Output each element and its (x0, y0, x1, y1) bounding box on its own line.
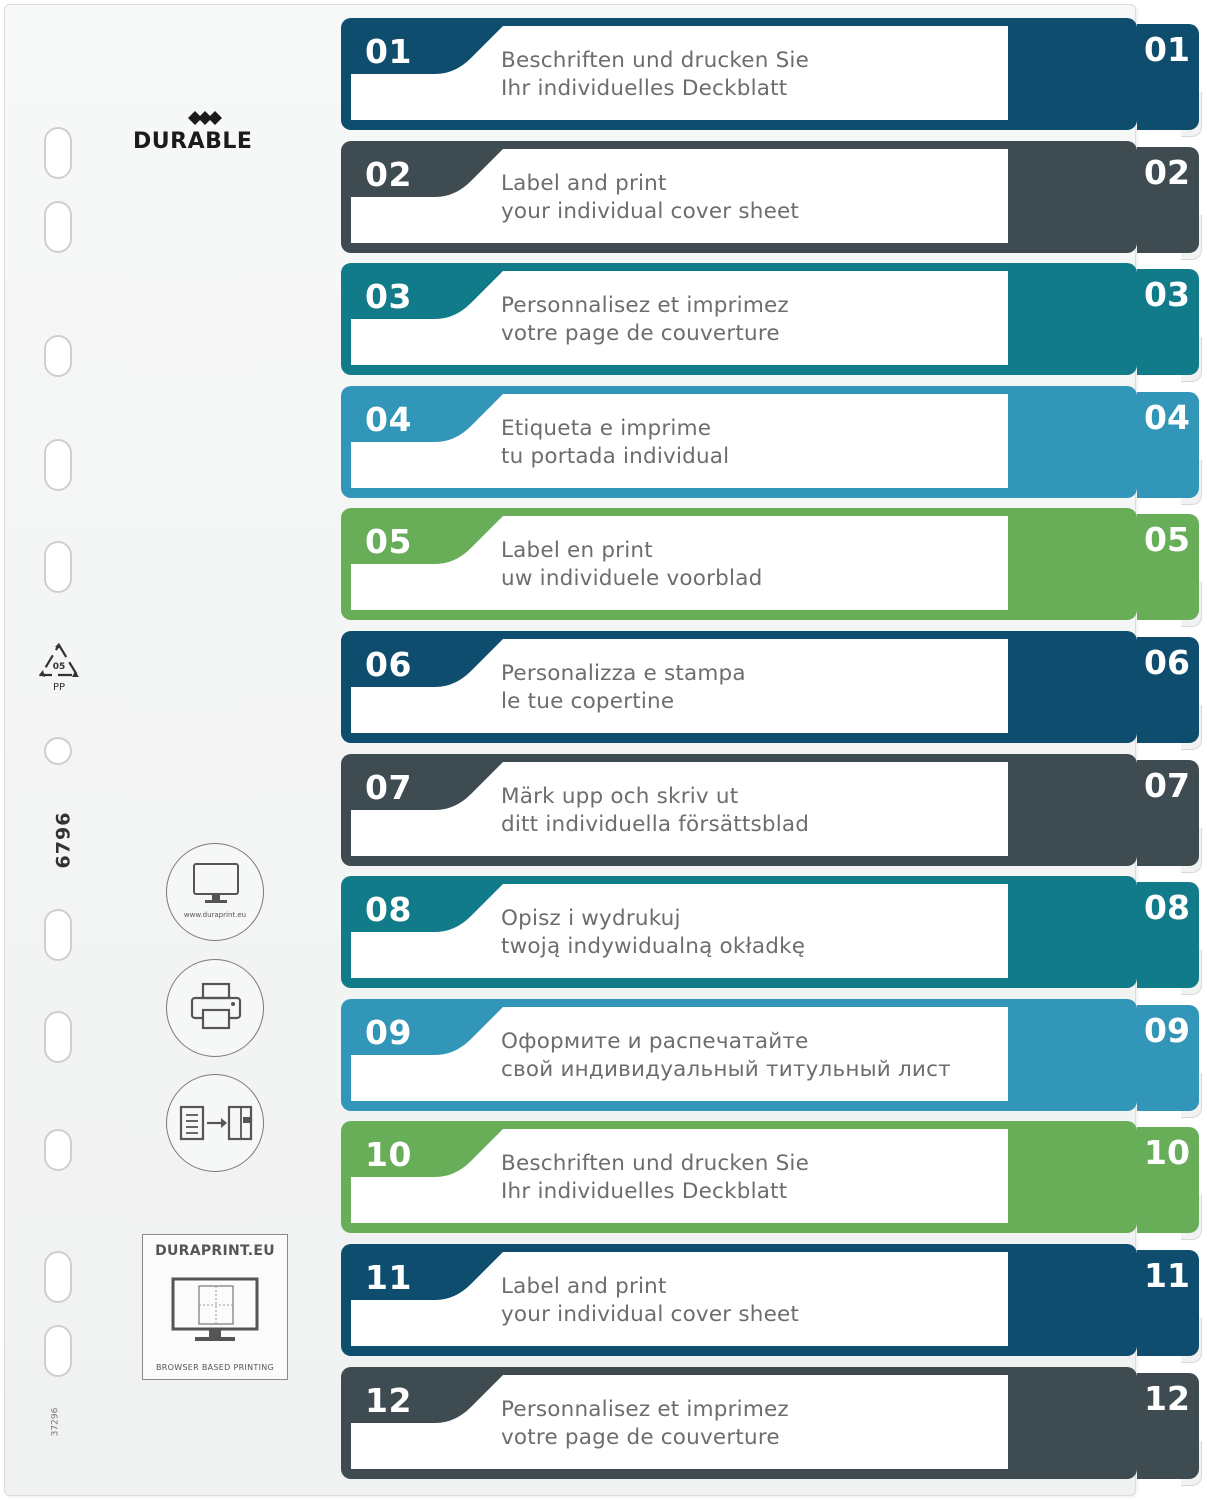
punch-hole (44, 1325, 72, 1377)
tab-07[interactable] (1137, 760, 1199, 866)
badge-number: 03 (365, 277, 412, 316)
number-badge (351, 884, 503, 932)
insert-circle (166, 1074, 264, 1172)
punch-hole (44, 335, 72, 377)
logo-text: DURABLE (133, 129, 253, 154)
tab-label-line2: votre page de couverture (501, 1425, 780, 1450)
tab-04[interactable] (1137, 392, 1199, 498)
tab-number: 05 (1144, 520, 1190, 559)
icon-url: www.duraprint.eu (183, 911, 247, 919)
tab-row-01 (341, 18, 1207, 130)
tab-label-line1: Beschriften und drucken Sie (501, 1151, 810, 1176)
number-badge (351, 1252, 503, 1300)
tab-01[interactable] (1137, 24, 1199, 130)
tab-label (501, 170, 981, 226)
punch-hole (44, 201, 72, 253)
tab-11[interactable] (1137, 1250, 1199, 1356)
badge-number: 08 (365, 890, 412, 929)
badge-number: 01 (365, 32, 412, 71)
insert-sheet-icon (177, 1103, 255, 1143)
tab-label-line2: your individual cover sheet (501, 199, 800, 224)
monitor-circle (166, 843, 264, 941)
tab-label-line2: uw individuele voorblad (501, 566, 763, 591)
number-badge (351, 1129, 503, 1177)
tab-label (501, 415, 981, 471)
punch-hole (44, 127, 72, 179)
recycle-icon (35, 641, 83, 695)
number-badge (351, 762, 503, 810)
tab-label (501, 660, 981, 716)
tab-number: 11 (1144, 1256, 1190, 1295)
tab-number: 02 (1144, 153, 1190, 192)
number-badge (351, 639, 503, 687)
punch-hole (44, 737, 72, 765)
product-number: 6796 (52, 811, 75, 869)
tab-number: 03 (1144, 275, 1190, 314)
tab-12[interactable] (1137, 1373, 1199, 1479)
tab-label-line2: ditt individuella försättsblad (501, 812, 810, 837)
tab-number: 04 (1144, 398, 1190, 437)
duraprint-title: DURAPRINT.EU (155, 1243, 275, 1259)
number-badge (351, 1007, 503, 1055)
number-badge (351, 1375, 503, 1423)
tab-row-09 (341, 999, 1207, 1111)
tab-label-line1: Personnalisez et imprimez (501, 293, 789, 318)
recycle-material: PP (52, 682, 66, 693)
tab-label-line1: Personalizza e stampa (501, 661, 746, 686)
printer-icon (189, 982, 243, 1032)
number-badge (351, 271, 503, 319)
tab-label-line1: Opisz i wydrukuj (501, 906, 681, 931)
tab-label-line2: Ihr individuelles Deckblatt (501, 76, 788, 101)
tab-label-line2: votre page de couverture (501, 321, 780, 346)
badge-number: 04 (365, 400, 412, 439)
tab-label-line1: Etiqueta e imprime (501, 416, 712, 441)
tab-label-line1: Märk upp och skriv ut (501, 784, 739, 809)
tab-09[interactable] (1137, 1005, 1199, 1111)
badge-number: 09 (365, 1013, 412, 1052)
number-badge (351, 394, 503, 442)
badge-number: 06 (365, 645, 412, 684)
tab-label-line2: your individual cover sheet (501, 1302, 800, 1327)
tab-number: 08 (1144, 888, 1190, 927)
number-badge (351, 26, 503, 74)
tab-label-line1: Label and print (501, 171, 667, 196)
tab-label (501, 783, 981, 839)
tab-label (501, 1396, 981, 1452)
duraprint-box (142, 1234, 288, 1380)
badge-number: 02 (365, 155, 412, 194)
tab-label-line1: Personnalisez et imprimez (501, 1397, 789, 1422)
tab-number: 01 (1144, 30, 1190, 69)
tab-row-03 (341, 263, 1207, 375)
tab-label-line1: Label en print (501, 538, 653, 563)
tab-row-10 (341, 1121, 1207, 1233)
printer-circle (166, 959, 264, 1057)
badge-number: 10 (365, 1135, 412, 1174)
punch-hole (44, 1011, 72, 1063)
tab-label-line1: Beschriften und drucken Sie (501, 48, 810, 73)
punch-hole (44, 439, 72, 491)
tab-row-07 (341, 754, 1207, 866)
tab-label-line2: le tue copertine (501, 689, 675, 714)
tab-label-line1: Label and print (501, 1274, 667, 1299)
tab-number: 06 (1144, 643, 1190, 682)
punch-hole (44, 1251, 72, 1303)
badge-number: 07 (365, 768, 412, 807)
tab-10[interactable] (1137, 1127, 1199, 1233)
tab-row-12 (341, 1367, 1207, 1479)
punch-hole (44, 1129, 72, 1171)
duraprint-sub: BROWSER BASED PRINTING (155, 1363, 275, 1372)
tab-label-line2: свой индивидуальный титульный лист (501, 1057, 951, 1082)
tab-03[interactable] (1137, 269, 1199, 375)
punch-hole (44, 541, 72, 593)
badge-number: 12 (365, 1381, 412, 1420)
durable-logo (133, 109, 285, 155)
tab-number: 10 (1144, 1133, 1190, 1172)
tab-label (501, 537, 981, 593)
number-badge (351, 516, 503, 564)
tab-label (501, 905, 981, 961)
tab-label-line2: Ihr individuelles Deckblatt (501, 1179, 788, 1204)
tab-label (501, 1273, 981, 1329)
tab-label (501, 1150, 981, 1206)
badge-number: 11 (365, 1258, 412, 1297)
tab-row-05 (341, 508, 1207, 620)
tab-label (501, 1028, 981, 1084)
punch-hole (44, 909, 72, 961)
tab-row-02 (341, 141, 1207, 253)
small-code: 37296 (50, 1407, 61, 1437)
tab-label (501, 292, 981, 348)
duraprint-monitor-icon (169, 1277, 261, 1345)
tab-label-line2: twoją indywidualną okładkę (501, 934, 806, 959)
recycle-code: 05 (52, 662, 66, 672)
tab-label-line2: tu portada individual (501, 444, 730, 469)
tab-number: 07 (1144, 766, 1190, 805)
tab-02[interactable] (1137, 147, 1199, 253)
tab-label (501, 47, 981, 103)
tab-number: 09 (1144, 1011, 1190, 1050)
tab-number: 12 (1144, 1379, 1190, 1418)
tab-08[interactable] (1137, 882, 1199, 988)
tab-row-11 (341, 1244, 1207, 1356)
tab-row-04 (341, 386, 1207, 498)
badge-number: 05 (365, 522, 412, 561)
tab-row-06 (341, 631, 1207, 743)
tab-label-line1: Оформите и распечатайте (501, 1029, 809, 1054)
logo-mark-icon (188, 109, 228, 130)
number-badge (351, 149, 503, 197)
tab-row-08 (341, 876, 1207, 988)
monitor-icon (192, 862, 240, 906)
tab-06[interactable] (1137, 637, 1199, 743)
tab-05[interactable] (1137, 514, 1199, 620)
